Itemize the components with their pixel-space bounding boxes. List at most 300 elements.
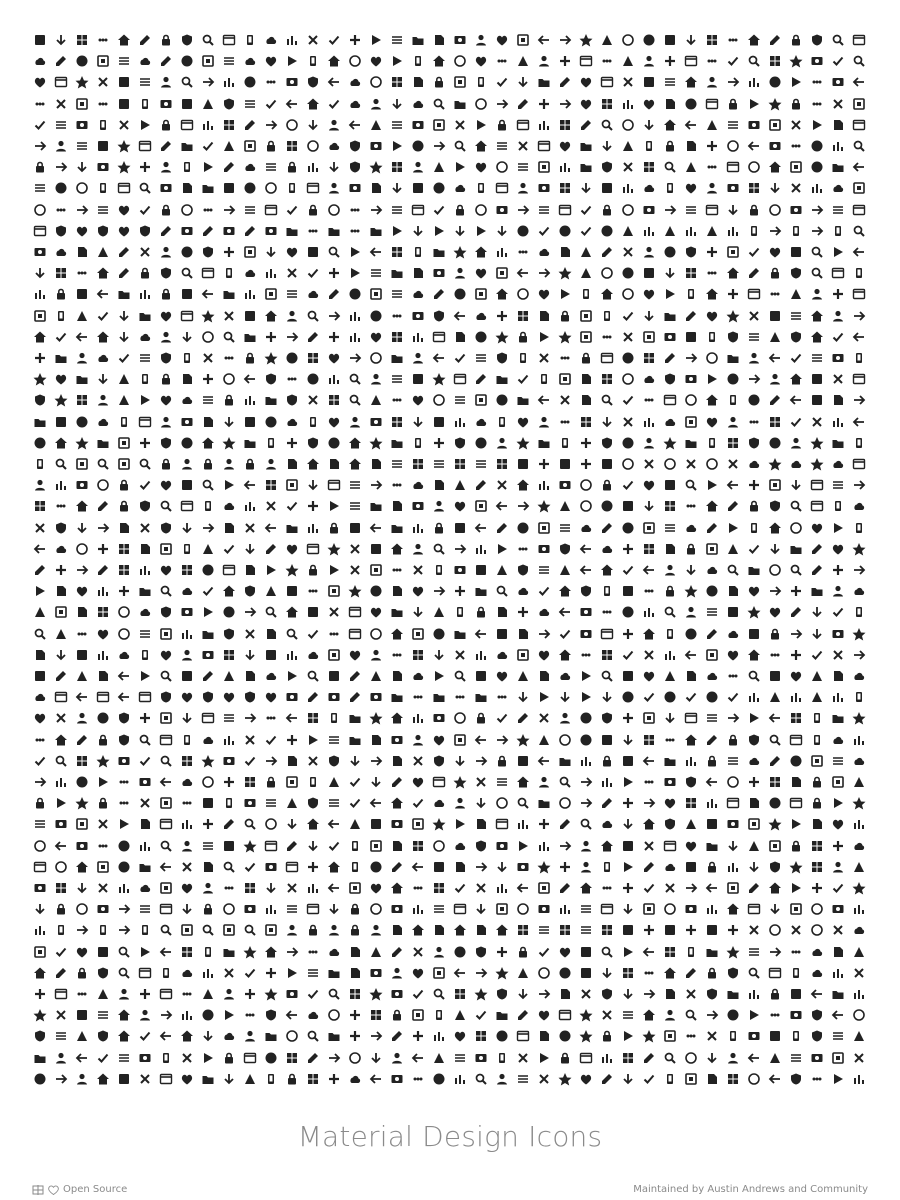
airplane-icon (621, 648, 635, 662)
image-icon (54, 796, 68, 810)
check-icon (537, 775, 551, 789)
weather-icon (495, 881, 509, 895)
shield-icon (117, 648, 131, 662)
file-icon (831, 733, 845, 747)
numeric-icon (96, 839, 110, 853)
battery-icon (537, 457, 551, 471)
volume-icon (201, 181, 215, 195)
code-icon (264, 627, 278, 641)
battery-icon (285, 542, 299, 556)
emoticon-icon (642, 1051, 656, 1065)
arrow-left-icon (579, 690, 593, 704)
car-icon (705, 181, 719, 195)
battery-icon (495, 733, 509, 747)
flag-icon (411, 627, 425, 641)
bell-icon (726, 923, 740, 937)
battery-icon (705, 139, 719, 153)
star-icon (201, 372, 215, 386)
weather-icon (159, 733, 173, 747)
star-icon (663, 478, 677, 492)
volume-icon (327, 923, 341, 937)
printer-icon (495, 478, 509, 492)
filter-icon (600, 817, 614, 831)
book-icon (390, 266, 404, 280)
plus-icon (726, 393, 740, 407)
phone-icon (390, 754, 404, 768)
youtube-icon (348, 966, 362, 980)
heart-icon (348, 160, 362, 174)
comment-icon (285, 627, 299, 641)
weather-icon (369, 923, 383, 937)
numeric-icon (810, 75, 824, 89)
shield-icon (705, 711, 719, 725)
trash-icon (411, 330, 425, 344)
android-icon (474, 457, 488, 471)
camera-icon (432, 1051, 446, 1065)
refresh-icon (201, 330, 215, 344)
arrow-left-icon (537, 966, 551, 980)
comment-icon (705, 1008, 719, 1022)
account-icon (810, 563, 824, 577)
xbox-icon (411, 415, 425, 429)
settings-icon (327, 563, 341, 577)
refresh-icon (495, 754, 509, 768)
bell-icon (810, 372, 824, 386)
thumb-up-icon (33, 966, 47, 980)
heart-icon (726, 33, 740, 47)
android-icon (348, 499, 362, 513)
trash-icon (831, 711, 845, 725)
youtube-icon (180, 499, 194, 513)
cloud-icon (579, 775, 593, 789)
file-icon (327, 902, 341, 916)
umbrella-icon (558, 563, 572, 577)
cloud-icon (75, 160, 89, 174)
image-icon (474, 393, 488, 407)
trash-icon (369, 605, 383, 619)
television-icon (684, 478, 698, 492)
calendar-icon (327, 33, 341, 47)
settings-icon (663, 711, 677, 725)
alarm-icon (684, 881, 698, 895)
access-point-icon (243, 1008, 257, 1022)
music-note-icon (663, 902, 677, 916)
github-icon (726, 542, 740, 556)
plus-icon (852, 351, 866, 365)
youtube-icon (348, 181, 362, 195)
video-icon (516, 330, 530, 344)
share-icon (390, 287, 404, 301)
television-icon (852, 160, 866, 174)
android-icon (810, 605, 824, 619)
folder-icon (138, 203, 152, 217)
calendar-icon (117, 627, 131, 641)
flag-icon (369, 118, 383, 132)
arrow-right-icon (138, 584, 152, 598)
wifi-icon (390, 139, 404, 153)
windows-icon (159, 224, 173, 238)
account-box-icon (663, 97, 677, 111)
menu-icon (327, 478, 341, 492)
upload-icon (285, 923, 299, 937)
access-point-icon (537, 648, 551, 662)
printer-icon (537, 203, 551, 217)
play-icon (495, 203, 509, 217)
refresh-icon (705, 945, 719, 959)
map-marker-icon (516, 669, 530, 683)
refresh-icon (75, 372, 89, 386)
arrow-right-icon (516, 457, 530, 471)
share-icon (642, 987, 656, 1001)
shield-icon (411, 1072, 425, 1086)
cloud-icon (495, 542, 509, 556)
share-icon (222, 605, 236, 619)
battery-icon (159, 584, 173, 598)
camera-icon (96, 902, 110, 916)
car-icon (327, 309, 341, 323)
pencil-icon (621, 669, 635, 683)
comment-icon (243, 118, 257, 132)
umbrella-icon (138, 966, 152, 980)
camera-icon (306, 309, 320, 323)
plus-icon (348, 521, 362, 535)
lock-icon (390, 436, 404, 450)
lock-icon (54, 287, 68, 301)
cloud-icon (831, 690, 845, 704)
dice-icon (768, 733, 782, 747)
calendar-icon (327, 817, 341, 831)
emoticon-icon (180, 945, 194, 959)
access-point-icon (285, 733, 299, 747)
bluetooth-icon (411, 775, 425, 789)
dice-icon (432, 584, 446, 598)
refresh-icon (117, 881, 131, 895)
email-icon (705, 499, 719, 513)
email-icon (663, 775, 677, 789)
chart-icon (138, 902, 152, 916)
share-icon (306, 54, 320, 68)
chart-icon (54, 669, 68, 683)
wifi-icon (432, 648, 446, 662)
numeric-icon (96, 54, 110, 68)
music-note-icon (537, 160, 551, 174)
flag-icon (453, 351, 467, 365)
account-box-icon (537, 139, 551, 153)
magnify-icon (201, 1029, 215, 1043)
map-marker-icon (138, 796, 152, 810)
windows-icon (579, 605, 593, 619)
email-icon (621, 266, 635, 280)
music-note-icon (327, 754, 341, 768)
upload-icon (33, 224, 47, 238)
check-icon (621, 224, 635, 238)
numeric-icon (516, 436, 530, 450)
wallet-icon (810, 245, 824, 259)
clock-icon (684, 733, 698, 747)
printer-icon (33, 372, 47, 386)
bluetooth-icon (285, 33, 299, 47)
thumb-up-icon (159, 923, 173, 937)
filter-icon (96, 987, 110, 1001)
apple-icon (453, 457, 467, 471)
wifi-icon (600, 330, 614, 344)
filter-icon (474, 860, 488, 874)
xbox-icon (369, 690, 383, 704)
google-icon (705, 817, 719, 831)
home-icon (831, 1051, 845, 1065)
calendar-icon (411, 1051, 425, 1065)
check-icon (747, 181, 761, 195)
github-icon (558, 75, 572, 89)
account-icon (138, 266, 152, 280)
bluetooth-icon (327, 542, 341, 556)
image-icon (768, 33, 782, 47)
numeric-icon (768, 351, 782, 365)
thumb-up-icon (495, 1072, 509, 1086)
apple-icon (663, 648, 677, 662)
wifi-icon (810, 521, 824, 535)
key-icon (201, 754, 215, 768)
check-icon (789, 690, 803, 704)
rss-icon (474, 245, 488, 259)
youtube-icon (810, 1072, 824, 1086)
apple-icon (579, 415, 593, 429)
share-icon (54, 923, 68, 937)
android-icon (516, 181, 530, 195)
music-note-icon (789, 860, 803, 874)
phone-icon (96, 330, 110, 344)
settings-icon (201, 605, 215, 619)
account-icon (684, 605, 698, 619)
flag-icon (537, 584, 551, 598)
xbox-icon (159, 499, 173, 513)
arrow-right-icon (390, 499, 404, 513)
file-icon (705, 775, 719, 789)
video-icon (684, 796, 698, 810)
camera-icon (222, 860, 236, 874)
truck-icon (96, 181, 110, 195)
xbox-icon (201, 1008, 215, 1022)
arrow-right-icon (642, 415, 656, 429)
arrow-right-icon (96, 860, 110, 874)
map-marker-icon (726, 860, 740, 874)
key-icon (285, 203, 299, 217)
windows-icon (537, 881, 551, 895)
settings-icon (705, 436, 719, 450)
wifi-icon (684, 563, 698, 577)
twitter-icon (159, 690, 173, 704)
numeric-icon (558, 945, 572, 959)
email-icon (495, 309, 509, 323)
clock-icon (768, 181, 782, 195)
alarm-icon (432, 181, 446, 195)
folder-icon (96, 478, 110, 492)
arrow-right-icon (306, 266, 320, 280)
xbox-icon (579, 881, 593, 895)
cloud-icon (201, 902, 215, 916)
signal-icon (726, 711, 740, 725)
github-icon (852, 499, 866, 513)
alert-icon (726, 881, 740, 895)
filter-icon (180, 436, 194, 450)
access-point-icon (495, 139, 509, 153)
lock-icon (306, 987, 320, 1001)
music-note-icon (369, 478, 383, 492)
battery-icon (663, 415, 677, 429)
microphone-icon (306, 754, 320, 768)
key-icon (117, 521, 131, 535)
image-icon (516, 902, 530, 916)
youtube-icon (474, 923, 488, 937)
apple-icon (369, 1008, 383, 1022)
book-icon (768, 923, 782, 937)
flag-icon (117, 203, 131, 217)
rss-icon (726, 160, 740, 174)
star-icon (831, 945, 845, 959)
plus-icon (642, 945, 656, 959)
plus-icon (264, 287, 278, 301)
image-icon (642, 75, 656, 89)
trash-icon (705, 754, 719, 768)
xbox-icon (537, 372, 551, 386)
timer-icon (768, 987, 782, 1001)
github-icon (474, 627, 488, 641)
check-icon (159, 902, 173, 916)
play-icon (243, 1072, 257, 1086)
alert-icon (96, 309, 110, 323)
wifi-icon (264, 181, 278, 195)
radio-icon (432, 245, 446, 259)
truck-icon (600, 796, 614, 810)
rss-icon (96, 372, 110, 386)
arrow-right-icon (348, 775, 362, 789)
music-note-icon (285, 245, 299, 259)
check-icon (495, 1051, 509, 1065)
wifi-icon (642, 839, 656, 853)
cloud-icon (453, 33, 467, 47)
github-icon (390, 393, 404, 407)
chart-icon (474, 1051, 488, 1065)
pencil-icon (663, 393, 677, 407)
heart-icon (516, 627, 530, 641)
github-icon (306, 160, 320, 174)
pencil-icon (411, 478, 425, 492)
star-icon (453, 287, 467, 301)
twitter-icon (495, 839, 509, 853)
weather-icon (327, 415, 341, 429)
book-icon (96, 627, 110, 641)
rss-icon (474, 1029, 488, 1043)
share-icon (390, 1072, 404, 1086)
account-box-icon (75, 817, 89, 831)
key-icon (537, 118, 551, 132)
play-icon (747, 118, 761, 132)
map-marker-icon (474, 945, 488, 959)
arrow-right-icon (180, 309, 194, 323)
music-note-icon (201, 796, 215, 810)
twitter-icon (75, 457, 89, 471)
arrow-right-icon (558, 966, 572, 980)
refresh-icon (411, 521, 425, 535)
windows-icon (285, 966, 299, 980)
trash-icon (789, 203, 803, 217)
rss-icon (264, 839, 278, 853)
menu-icon (411, 711, 425, 725)
alarm-icon (642, 372, 656, 386)
bell-icon (264, 33, 278, 47)
home-icon (369, 945, 383, 959)
google-icon (75, 1029, 89, 1043)
bluetooth-icon (495, 1008, 509, 1022)
upload-icon (663, 796, 677, 810)
shield-icon (285, 330, 299, 344)
clock-icon (642, 1008, 656, 1022)
microphone-icon (474, 436, 488, 450)
bluetooth-icon (621, 181, 635, 195)
comment-icon (663, 499, 677, 513)
rss-icon (810, 393, 824, 407)
radio-icon (432, 1029, 446, 1043)
code-icon (558, 266, 572, 280)
heart-icon (642, 584, 656, 598)
emoticon-icon (852, 457, 866, 471)
share-icon (768, 945, 782, 959)
github-icon (684, 817, 698, 831)
lock-icon (432, 160, 446, 174)
book-icon (768, 139, 782, 153)
windows-icon (663, 54, 677, 68)
google-icon (453, 118, 467, 132)
volume-icon (537, 330, 551, 344)
volume-icon (243, 690, 257, 704)
menu-icon (243, 245, 257, 259)
emoticon-icon (390, 351, 404, 365)
folder-icon (642, 33, 656, 47)
bell-icon (432, 499, 446, 513)
key-icon (705, 584, 719, 598)
android-icon (642, 923, 656, 937)
filter-icon (516, 584, 530, 598)
flag-icon (789, 499, 803, 513)
chart-icon (96, 393, 110, 407)
camera-icon (642, 457, 656, 471)
battery-icon (453, 224, 467, 238)
star-icon (33, 690, 47, 704)
television-icon (642, 754, 656, 768)
google-icon (411, 393, 425, 407)
file-icon (159, 436, 173, 450)
signal-icon (264, 605, 278, 619)
calendar-icon (789, 923, 803, 937)
share-icon (54, 139, 68, 153)
radio-icon (306, 1072, 320, 1086)
settings-icon (789, 669, 803, 683)
battery-icon (705, 923, 719, 937)
google-icon (327, 945, 341, 959)
format-bold-icon (621, 309, 635, 323)
numeric-icon (600, 669, 614, 683)
timer-icon (54, 966, 68, 980)
volume-icon (663, 287, 677, 301)
lock-icon (306, 203, 320, 217)
youtube-icon (306, 457, 320, 471)
weather-icon (201, 457, 215, 471)
check-icon (579, 499, 593, 513)
folder-icon (264, 160, 278, 174)
key-icon (411, 945, 425, 959)
twitter-icon (663, 521, 677, 535)
chart-icon (726, 966, 740, 980)
